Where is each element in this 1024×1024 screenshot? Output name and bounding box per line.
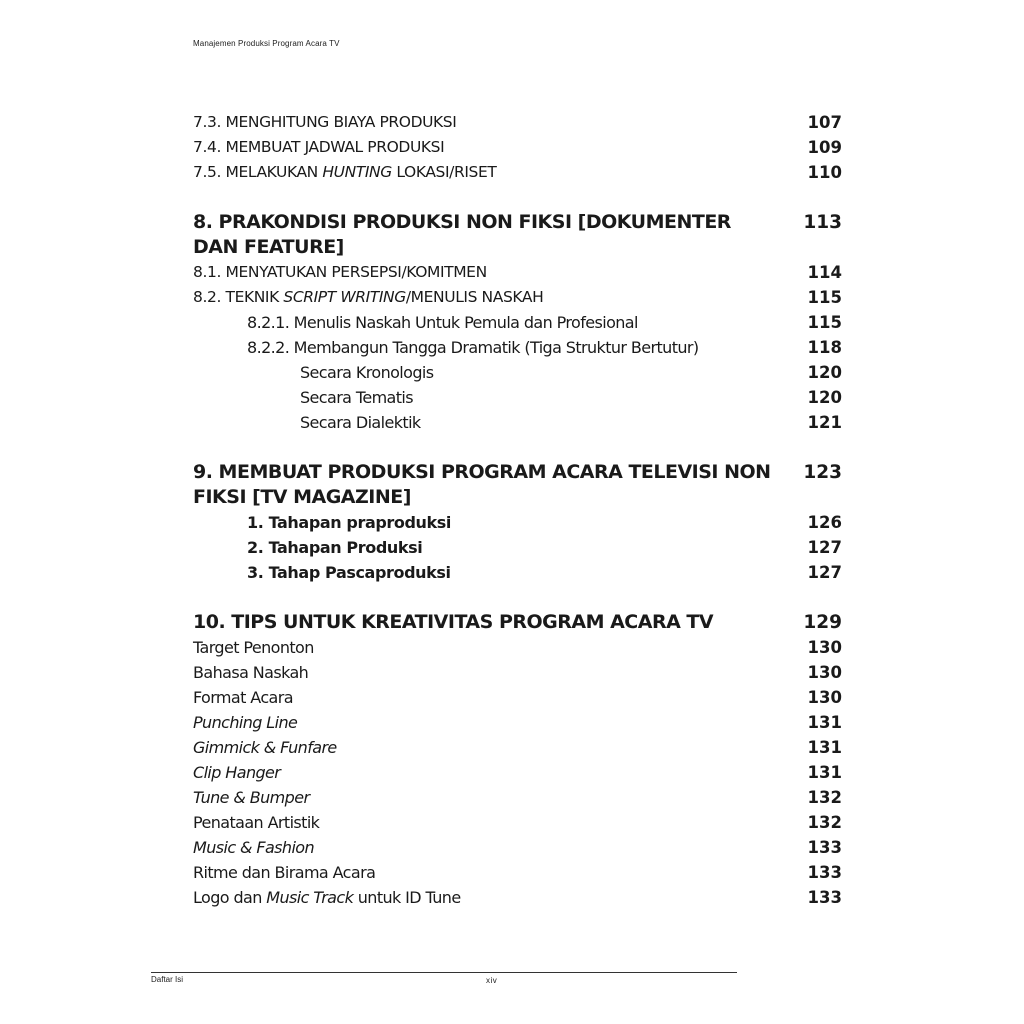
toc-row: [193, 810, 842, 835]
toc-entry-title: Clip Hanger: [193, 763, 281, 782]
toc-title-suffix: LOKASI/RISET: [391, 163, 497, 181]
footer-section-label: Daftar Isi: [151, 975, 184, 984]
toc-entry-title: 1. Tahapan praproduksi: [247, 513, 451, 532]
toc-title-prefix: 8.2. TEKNIK: [193, 288, 284, 306]
toc-entry-title: [193, 285, 543, 310]
toc-entry-title: Format Acara: [193, 688, 293, 707]
chapter-title: 8. PRAKONDISI PRODUKSI NON FIKSI [DOKUMENTER DAN FEATURE]: [193, 211, 731, 258]
toc-row: [193, 760, 842, 785]
toc-row: [193, 135, 842, 160]
toc-page-number: 133: [807, 838, 842, 857]
toc-chapter-8: [193, 210, 842, 260]
toc-page-number: 113: [803, 212, 842, 233]
toc-page-number: 133: [807, 863, 842, 882]
toc-entry-title: 8.2.2. Membangun Tangga Dramatik (Tiga Struktur Bertutur): [247, 338, 699, 357]
toc-row: [193, 510, 842, 535]
toc-entry-title: Music & Fashion: [193, 838, 315, 857]
toc-page-number: 120: [807, 363, 842, 382]
toc-row: [193, 835, 842, 860]
toc-page-number: 115: [807, 313, 842, 332]
toc-entry-title: 8.2.1. Menulis Naskah Untuk Pemula dan Profesional: [247, 313, 638, 332]
toc-row: [193, 735, 842, 760]
toc-page-number: 130: [807, 638, 842, 657]
toc-page-number: 129: [803, 612, 842, 633]
toc-chapter-10: [193, 610, 842, 635]
toc-row: [193, 685, 842, 710]
toc-title-suffix: /MENULIS NASKAH: [405, 288, 544, 306]
toc-chapter-9: [193, 460, 842, 510]
toc-row: [193, 285, 842, 310]
toc-page-number: 118: [807, 338, 842, 357]
toc-row: [193, 410, 842, 435]
toc-entry-title: Gimmick & Funfare: [193, 738, 337, 757]
toc-row: [193, 635, 842, 660]
toc-page-number: 130: [807, 663, 842, 682]
toc-title-suffix: untuk ID Tune: [353, 888, 461, 907]
toc-row: [193, 385, 842, 410]
toc-page-number: 127: [807, 563, 842, 582]
footer-page-number: xiv: [486, 976, 498, 985]
toc-row: [193, 335, 842, 360]
toc-title-prefix: Logo dan: [193, 888, 267, 907]
toc-row: [193, 160, 842, 185]
toc-entry-title: 8.1. MENYATUKAN PERSEPSI/KOMITMEN: [193, 263, 487, 281]
toc-entry-title: Secara Tematis: [300, 388, 414, 407]
toc-row: [193, 260, 842, 285]
toc-entry-title: 3. Tahap Pascaproduksi: [247, 563, 451, 582]
toc-entry-title: [193, 885, 461, 910]
toc-row: [193, 560, 842, 585]
toc-row: [193, 660, 842, 685]
toc-page-number: 132: [807, 788, 842, 807]
toc-page-number: 127: [807, 538, 842, 557]
toc-page-number: 132: [807, 813, 842, 832]
toc-entry-title: [193, 160, 496, 185]
table-of-contents: [193, 110, 842, 910]
footer-divider: [151, 972, 737, 973]
toc-row: [193, 860, 842, 885]
toc-page-number: 131: [807, 738, 842, 757]
toc-page-number: 120: [807, 388, 842, 407]
toc-page-number: 126: [807, 513, 842, 532]
toc-entry-title: Secara Kronologis: [300, 363, 434, 382]
toc-page-number: 107: [807, 113, 842, 132]
toc-title-emphasis: SCRIPT WRITING: [283, 288, 406, 306]
toc-page-number: 130: [807, 688, 842, 707]
toc-page-number: 114: [807, 263, 842, 282]
toc-page-number: 131: [807, 763, 842, 782]
toc-entry-title: Punching Line: [193, 713, 298, 732]
toc-title-emphasis: Music Track: [266, 888, 354, 907]
toc-entry-title: 7.4. MEMBUAT JADWAL PRODUKSI: [193, 138, 445, 156]
toc-row: [193, 310, 842, 335]
toc-page-number: 110: [807, 163, 842, 182]
toc-page-number: 115: [807, 288, 842, 307]
toc-entry-title: 2. Tahapan Produksi: [247, 538, 423, 557]
toc-title-emphasis: HUNTING: [322, 163, 392, 181]
toc-row: [193, 360, 842, 385]
toc-entry-title: 7.3. MENGHITUNG BIAYA PRODUKSI: [193, 113, 457, 131]
chapter-title: 10. TIPS UNTUK KREATIVITAS PROGRAM ACARA TV: [193, 611, 714, 633]
toc-entry-title: Ritme dan Birama Acara: [193, 863, 376, 882]
toc-title-prefix: 7.5. MELAKUKAN: [193, 163, 323, 181]
toc-page-number: 121: [807, 413, 842, 432]
toc-page-number: 109: [807, 138, 842, 157]
toc-entry-title: Penataan Artistik: [193, 813, 320, 832]
toc-page-number: 123: [803, 462, 842, 483]
toc-entry-title: Bahasa Naskah: [193, 663, 309, 682]
toc-row: [193, 885, 842, 910]
toc-page-number: 131: [807, 713, 842, 732]
toc-row: [193, 535, 842, 560]
toc-page-number: 133: [807, 888, 842, 907]
toc-row: [193, 785, 842, 810]
toc-entry-title: Tune & Bumper: [193, 788, 310, 807]
toc-row: [193, 710, 842, 735]
toc-row: [193, 110, 842, 135]
toc-entry-title: Secara Dialektik: [300, 413, 421, 432]
toc-entry-title: Target Penonton: [193, 638, 314, 657]
chapter-title: 9. MEMBUAT PRODUKSI PROGRAM ACARA TELEVISI NON FIKSI [TV MAGAZINE]: [193, 461, 771, 508]
running-header: Manajemen Produksi Program Acara TV: [193, 39, 340, 48]
